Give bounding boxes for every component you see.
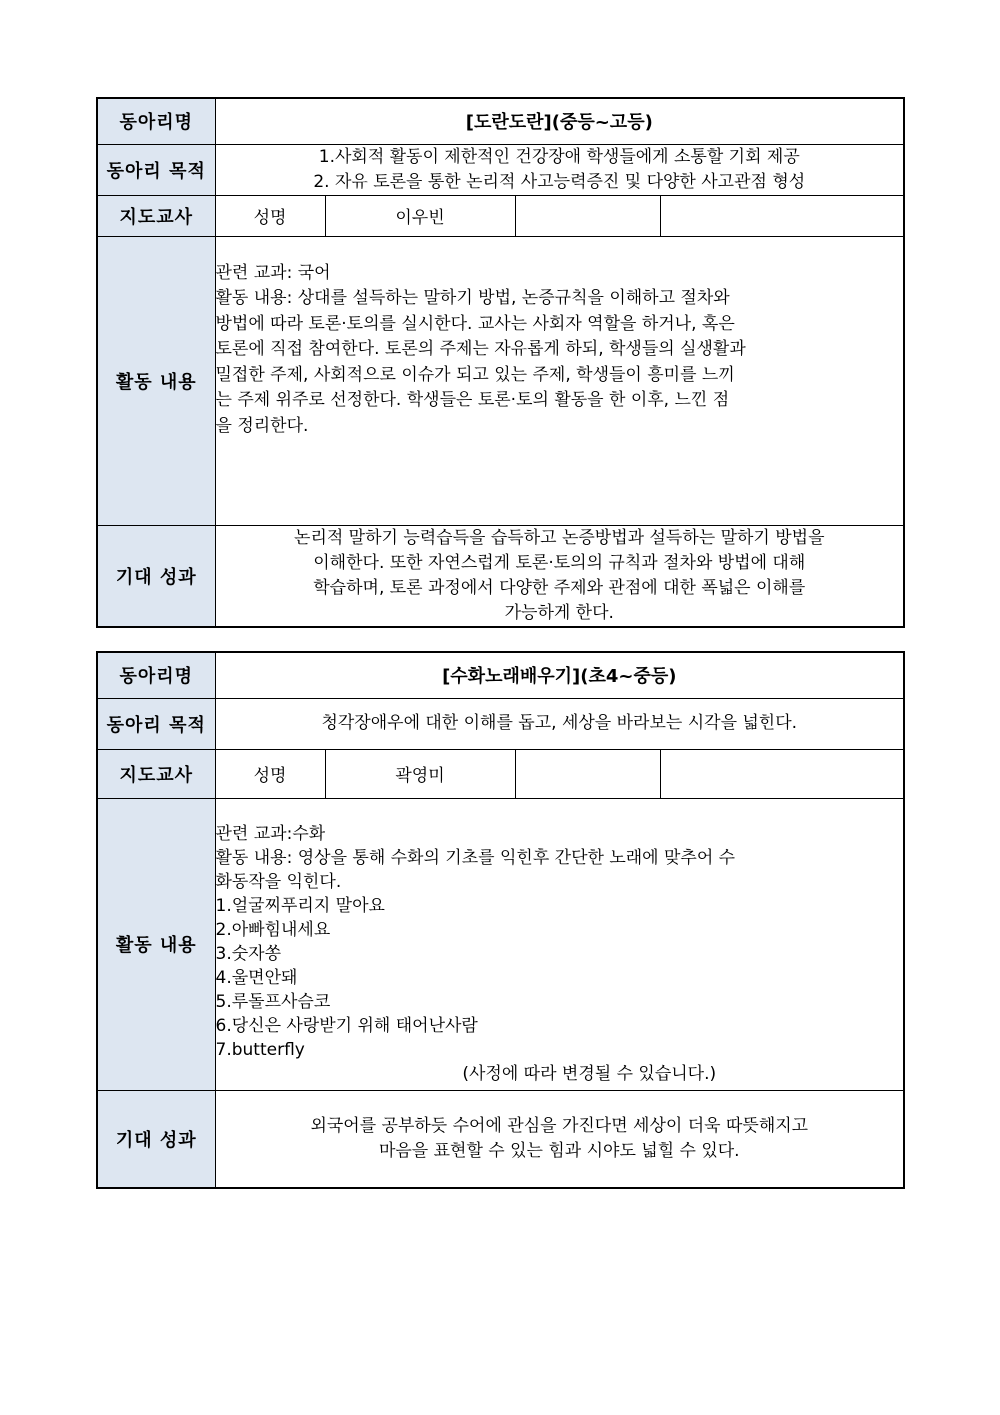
activity-line: 5.루돌프사슴코 (215, 991, 331, 1012)
teacher-name: 이우빈 (325, 195, 515, 236)
teacher-name-label: 성명 (215, 749, 325, 798)
outcome-label: 기대 성과 (97, 1090, 215, 1188)
club-name: [도란도란](중등~고등) (215, 98, 904, 144)
teacher-name: 곽영미 (325, 749, 515, 798)
activity-line: 을 정리한다. (215, 415, 309, 436)
empty-cell (515, 749, 660, 798)
activity-line: 관련 교과:수화 (215, 823, 326, 844)
activity-line: 활동 내용: 상대를 설득하는 말하기 방법, 논증규칙을 이해하고 절차와 (215, 288, 730, 308)
teacher-name-label: 성명 (215, 195, 325, 236)
activity-line: 7.butterfly (215, 1039, 305, 1060)
teacher-label: 지도교사 (97, 749, 215, 798)
activity-line: 4.울면안돼 (215, 967, 298, 988)
outcome-line: 이해한다. 또한 자연스럽게 토론·토의의 규칙과 절차와 방법에 대해 (313, 552, 806, 573)
outcome-content (215, 1090, 904, 1188)
activity-label: 활동 내용 (97, 236, 215, 525)
club-name-label: 동아리명 (97, 652, 215, 698)
outcome-line: 논리적 말하기 능력습득을 습득하고 논증방법과 설득하는 말하기 방법을 (294, 527, 825, 548)
outcome-line: 학습하며, 토론 과정에서 다양한 주제와 관점에 대한 폭넓은 이해를 (313, 577, 806, 598)
outcome-line: 마음을 표현할 수 있는 힘과 시야도 넓힐 수 있다. (378, 1140, 740, 1161)
activity-line: 관련 교과: 국어 (215, 262, 331, 283)
club-purpose (215, 144, 904, 195)
activity-note: (사정에 따라 변경될 수 있습니다.) (462, 1063, 717, 1084)
purpose-line: 2. 자유 토론을 통한 논리적 사고능력증진 및 다양한 사고관점 형성 (313, 171, 806, 192)
activity-line: 는 주제 위주로 선정한다. 학생들은 토론·토의 활동을 한 이후, 느낀 점 (215, 390, 730, 410)
outcome-line: 외국어를 공부하듯 수어에 관심을 가진다면 세상이 더욱 따뜻해지고 (310, 1115, 809, 1136)
club-purpose-label: 동아리 목적 (97, 698, 215, 749)
activity-line: 1.얼굴찌푸리지 말아요 (215, 895, 385, 916)
club-purpose (215, 698, 904, 749)
outcome-content (215, 525, 904, 627)
teacher-label: 지도교사 (97, 195, 215, 236)
club-table-1 (96, 97, 905, 628)
activity-line: 2.아빠힘내세요 (215, 919, 331, 940)
activity-content (215, 798, 904, 1090)
activity-line: 밀접한 주제, 사회적으로 이슈가 되고 있는 주제, 학생들이 흥미를 느끼 (215, 364, 735, 385)
empty-cell (660, 749, 904, 798)
club-name-label: 동아리명 (97, 98, 215, 144)
activity-line: 화동작을 익힌다. (215, 871, 342, 892)
empty-cell (660, 195, 904, 236)
outcome-label: 기대 성과 (97, 525, 215, 627)
activity-line: 방법에 따라 토론·토의를 실시한다. 교사는 사회자 역할을 하거나, 혹은 (215, 313, 735, 334)
outcome-line: 가능하게 한다. (504, 602, 614, 623)
club-name: [수화노래배우기](초4~중등) (215, 652, 904, 698)
activity-content (215, 236, 904, 525)
club-table-2 (96, 651, 905, 1189)
activity-label: 활동 내용 (97, 798, 215, 1090)
activity-line: 6.당신은 사랑받기 위해 태어난사람 (215, 1015, 478, 1036)
activity-line: 3.숫자쏭 (215, 943, 281, 964)
purpose-line: 청각장애우에 대한 이해를 돕고, 세상을 바라보는 시각을 넓힌다. (321, 713, 798, 733)
activity-line: 토론에 직접 참여한다. 토론의 주제는 자유롭게 하되, 학생들의 실생활과 (215, 339, 746, 359)
empty-cell (515, 195, 660, 236)
club-purpose-label: 동아리 목적 (97, 144, 215, 195)
activity-line: 활동 내용: 영상을 통해 수화의 기초를 익힌후 간단한 노래에 맞추어 수 (215, 847, 736, 868)
purpose-line: 1.사회적 활동이 제한적인 건강장애 학생들에게 소통할 기회 제공 (318, 146, 800, 167)
